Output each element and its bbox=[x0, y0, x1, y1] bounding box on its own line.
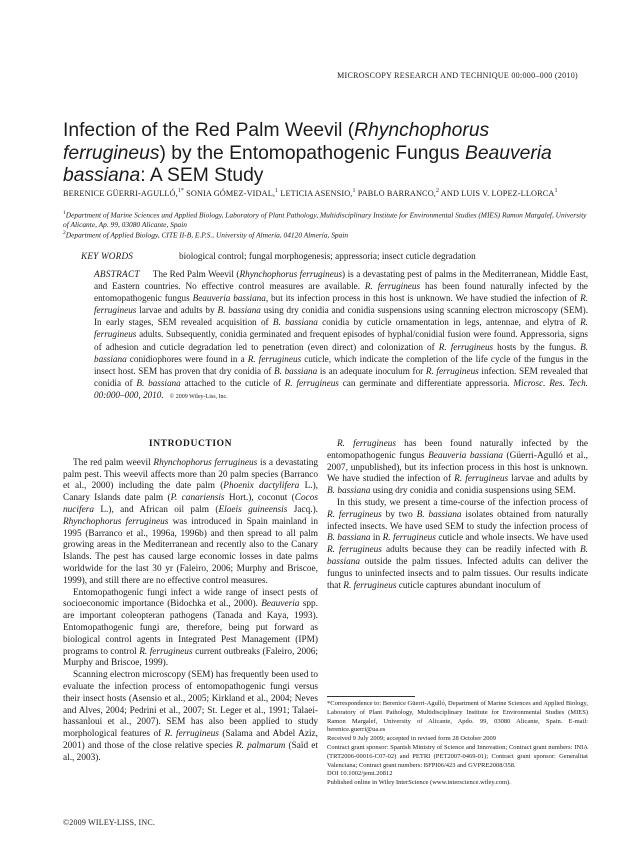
species-name: R. ferrugineus bbox=[337, 439, 396, 449]
abstract-species: B. bassiana bbox=[217, 305, 261, 316]
author-affil-marker: 1 bbox=[352, 188, 356, 194]
abstract-species: Beauveria bassiana bbox=[192, 293, 266, 304]
body-text: current outbreaks (Faleiro, 2006; Murphy and Briscoe, 1999). bbox=[63, 646, 318, 669]
title-part-2: ) by the Entomopathogenic Fungus bbox=[159, 142, 465, 164]
author-name: BERENICE GÜERRI-AGULLÓ, bbox=[63, 188, 178, 198]
article-title bbox=[63, 120, 588, 188]
abstract-species: R. ferrugineus bbox=[94, 317, 588, 340]
abstract-species: B. bassiana bbox=[136, 377, 181, 388]
author-name: SONIA GÓMEZ-VIDAL, bbox=[183, 188, 276, 198]
body-text: (Saïd et al., 2003). bbox=[63, 740, 318, 763]
body-text: Hort.), coconut ( bbox=[224, 493, 295, 504]
title-species-fungus: Beauveria bassiana bbox=[63, 142, 552, 186]
affiliation-marker: 2 bbox=[63, 230, 66, 237]
abstract-text: larvae and adults by bbox=[136, 305, 218, 316]
author-affil-marker: 1 bbox=[275, 188, 279, 194]
footnotes bbox=[327, 700, 588, 788]
affiliation-1 bbox=[63, 209, 588, 229]
species-name: B. bassiana bbox=[327, 545, 588, 567]
author-affil-marker: 1* bbox=[177, 188, 184, 194]
species-name: Beauveria bbox=[261, 599, 300, 610]
body-text: L.), Canary Islands date palm ( bbox=[63, 481, 319, 504]
body-text: Jacq.). bbox=[287, 504, 319, 515]
species-name: B. bassiana bbox=[327, 533, 371, 544]
species-name: R. ferrugineus bbox=[164, 729, 219, 740]
species-name: Rhynchophorus ferrugineus bbox=[63, 516, 169, 527]
body-text: was introduced in Spain mainland in 1995 (Barranco et al., 1996a, 1996b) and then spread to all palm growing areas in the Mediterranean and recently also to the Canary Islands. The pest has caused large economic losses in date palms worldwide for the last 30 yr (Faleiro, 2006; Murphy and Briscoe, 1999), and still there are no effective control measures. bbox=[63, 516, 319, 586]
species-name: Cocos nucifera bbox=[63, 493, 319, 515]
body-text: cuticle and whole insects. We have used bbox=[435, 533, 588, 544]
intro-paragraph-1 bbox=[63, 458, 318, 588]
abstract-text: The Red Palm Weevil ( bbox=[152, 269, 240, 279]
body-text: L.), and African oil palm ( bbox=[93, 504, 219, 515]
abstract-species: R. ferrugineus bbox=[94, 293, 588, 316]
abstract-text: has been found naturally infected by the entomopathogenic fungus bbox=[94, 281, 588, 304]
abstract-text: hosts by the fungus. bbox=[493, 341, 581, 352]
intro-paragraph-4 bbox=[327, 439, 588, 498]
body-text: in bbox=[370, 533, 383, 544]
body-text: using dry conidia and conidia suspensions using SEM. bbox=[370, 486, 576, 497]
journal-running-header: MICROSCOPY RESEARCH AND TECHNIQUE 00:000–000 (2010) bbox=[337, 71, 578, 80]
affiliation-text: Department of Marine Sciences and Applied Biology, Laboratory of Plant Pathology, Multidisciplinary Institute for Environmental Studies (MIES) Ramon Margalef, University of Alicante, Ap. 99, 03080 Alicante, Spain bbox=[63, 210, 587, 229]
body-text: Entomopathogenic fungi infect a wide range of insect pests of socioeconomic importance (Bidochka et al., 2000). bbox=[63, 587, 318, 610]
abstract-text: attached to the cuticle of bbox=[180, 377, 285, 388]
abstract-text: is an adequate inoculum for bbox=[317, 365, 426, 376]
body-text: by two bbox=[381, 509, 417, 520]
footnote-grants: Contract grant sponsor: Spanish Ministry of Science and Innovation; Contract grant numbers: INIA (TRT2006-00016-C07-02) and PETRI (PET2007-0469-01); Contract grant sponsor: Generalitat Valenciana; Contract grant numbers: BFPI06/423 and GVPRE2008/358. bbox=[327, 743, 588, 769]
species-name: R. ferrugineus bbox=[139, 646, 193, 657]
footnote-published: Published online in Wiley InterScience (www.interscience.wiley.com). bbox=[327, 779, 511, 787]
title-part-1: Infection of the Red Palm Weevil ( bbox=[63, 120, 355, 141]
abstract-species: B. bassiana bbox=[272, 317, 318, 328]
abstract-species: R. ferrugineus bbox=[438, 341, 494, 352]
abstract-copyright: © 2009 Wiley-Liss, Inc. bbox=[169, 393, 228, 400]
species-name: Elaeis guineensis bbox=[218, 504, 288, 515]
abstract-text: using dry conidia and conidia suspensions using scanning electron microscopy (SEM). In early stages, SEM revealed acquisition of bbox=[94, 305, 588, 328]
abstract-species: R. ferrugineus bbox=[247, 353, 302, 364]
author-name: PABLO BARRANCO, bbox=[355, 188, 436, 198]
body-text: larvae and adults by bbox=[508, 474, 589, 485]
footnote-correspondence: *Correspondence to: Berenice Güerri-Agulló, Department of Marine Sciences and Applied Biology, Laboratory of Plant Pathology, Multidisciplinary Institute for Environmental Studies (MIES) Ramon Margalef, University of Alicante, Apdo. 99, 03080 Alicante, Spain. E-mail: berenice.guerri@ua.es bbox=[327, 700, 588, 734]
body-text: (Güerri-Agulló et al., 2007, unpublished), but its infection process in this host is unknown. We have studied the infection of bbox=[327, 450, 588, 485]
title-part-3: : A SEM Study bbox=[140, 165, 264, 186]
affiliations bbox=[63, 209, 588, 240]
affiliation-2 bbox=[63, 229, 588, 240]
intro-paragraph-3 bbox=[63, 670, 318, 764]
species-name: Beauveria bassiana bbox=[428, 450, 503, 461]
species-name: B. bassiana bbox=[416, 509, 462, 520]
body-text: adults because they can be readily infected with bbox=[381, 545, 580, 556]
footnote-doi: DOI 10.1002/jemt.20812 bbox=[327, 770, 393, 778]
species-name: R. palmarum bbox=[235, 740, 286, 751]
section-heading-introduction: INTRODUCTION bbox=[148, 439, 233, 449]
body-text: outside the palm tissues. Infected adults can deliver the fungus to uninfected insects and to palm tissues. Our results indicate that bbox=[327, 556, 588, 591]
body-column-left bbox=[63, 439, 318, 765]
body-text: isolates obtained from naturally infected insects. We have used SEM to study the infection process of bbox=[327, 509, 589, 532]
body-text: spp. are important coleopteran pathogens (Tanada and Kaya, 1993). Entomopathogenic fungi are, therefore, being put forward as biological control agents in Integrated Pest Management (IPM) programs to control bbox=[63, 599, 318, 657]
author-name: AND LUIS V. LOPEZ-LLORCA bbox=[439, 188, 555, 198]
species-name: Rhynchophorus ferrugineus bbox=[153, 457, 258, 468]
body-text: is a devastating palm pest. This weevil affects more than 20 palm species (Barranco et al., 2000) including the date palm ( bbox=[63, 457, 319, 492]
abstract-text: , but its infection process in this host is unknown. We have studied the infection of bbox=[265, 293, 581, 304]
species-name: R. ferrugineus bbox=[454, 474, 509, 485]
intro-paragraph-5 bbox=[327, 498, 588, 592]
species-name: R. ferrugineus bbox=[382, 533, 436, 544]
species-name: R. ferrugineus bbox=[343, 580, 397, 591]
abstract-label: ABSTRACT bbox=[94, 269, 140, 279]
species-name: P. canariensis bbox=[170, 493, 225, 504]
abstract-citation: Microsc. Res. Tech. 00:000–000, 2010. bbox=[94, 377, 588, 400]
abstract-species: R. ferrugineus bbox=[425, 365, 479, 376]
abstract-text: conidia by cuticle ornamentation in legs, antennae, and elytra of bbox=[317, 317, 581, 328]
intro-paragraph-2 bbox=[63, 588, 318, 671]
author-affil-marker: 2 bbox=[435, 188, 440, 194]
footer-copyright: ©2009 WILEY-LISS, INC. bbox=[63, 818, 156, 827]
abstract-text: adults. Subsequently, conidia germinated and frequent episodes of hyphal/conidial fusion were found. Appressoria, signs of adhesion and cuticle degradation led to penetration (even direct) and colonization of bbox=[94, 329, 588, 352]
abstract-text: cuticle, which indicate the completion of the life cycle of the fungus in the insect host. SEM has proven that dry conidia of bbox=[94, 353, 588, 376]
body-text: cuticle captures abundant inoculum of bbox=[396, 580, 541, 591]
species-name: Phoenix dactylifera bbox=[223, 481, 300, 492]
abstract-species: R. ferrugineus bbox=[364, 281, 421, 292]
abstract-species: Rhynchophorus ferrugineus bbox=[239, 269, 343, 279]
species-name: R. ferrugineus bbox=[327, 545, 382, 556]
footnote-received: Received 9 July 2009; accepted in revised form 28 October 2009 bbox=[327, 735, 496, 743]
author-name: LETICIA ASENSIO, bbox=[278, 188, 353, 198]
affiliation-text: Department of Applied Biology, CITE II-B, E.P.S., University of Almería, 04120 Almería, Spain bbox=[65, 230, 349, 240]
author-list bbox=[63, 186, 588, 199]
abstract-species: B. bassiana bbox=[274, 365, 318, 376]
body-text: The red palm weevil bbox=[73, 457, 154, 468]
abstract-text: ) is a devastating pest of palms in the Mediterranean, Middle East, and Eastern countries. No effective control measures are available. bbox=[94, 269, 588, 292]
author-affil-marker: 1 bbox=[554, 188, 558, 194]
affiliation-marker: 1 bbox=[63, 210, 66, 216]
abstract bbox=[94, 268, 588, 403]
keywords-text: biological control; fungal morphogenesis; appressoria; insect cuticle degradation bbox=[179, 251, 476, 261]
abstract-species: B. bassiana bbox=[94, 341, 588, 364]
abstract-text: conidiophores were found in a bbox=[126, 353, 248, 364]
body-text: In this study, we present a time-course of the infection process of bbox=[337, 497, 588, 508]
title-species-weevil: Rhynchophorus ferrugineus bbox=[63, 120, 490, 164]
body-column-right bbox=[327, 439, 588, 592]
footnote-divider bbox=[327, 696, 415, 697]
abstract-text: infection. SEM revealed that conidia of bbox=[94, 365, 588, 388]
keywords-label: KEY WORDS bbox=[81, 251, 134, 261]
keywords bbox=[81, 251, 476, 261]
body-text: Scanning electron microscopy (SEM) has frequently been used to evaluate the infection process of entomopathogenic fungi versus their insect hosts (Asensio et al., 2005; Kirkland et al., 2004; Neves and Alves, 2004; Pedrini et al., 2007; St. Leger et al., 1991; Talaei-hassanloui et al., 2007). SEM has also been applied to study morphological features of bbox=[63, 670, 318, 740]
species-name: R. ferrugineus bbox=[327, 509, 382, 520]
abstract-species: R. ferrugineus bbox=[284, 377, 339, 388]
abstract-text: can germinate and differentiate appressoria. bbox=[338, 377, 514, 388]
body-text: (Salama and Abdel Aziz, 2001) and those of the close relative species bbox=[63, 729, 318, 751]
species-name: B. bassiana bbox=[327, 486, 371, 497]
body-text: has been found naturally infected by the entomopathogenic fungus bbox=[327, 439, 588, 461]
